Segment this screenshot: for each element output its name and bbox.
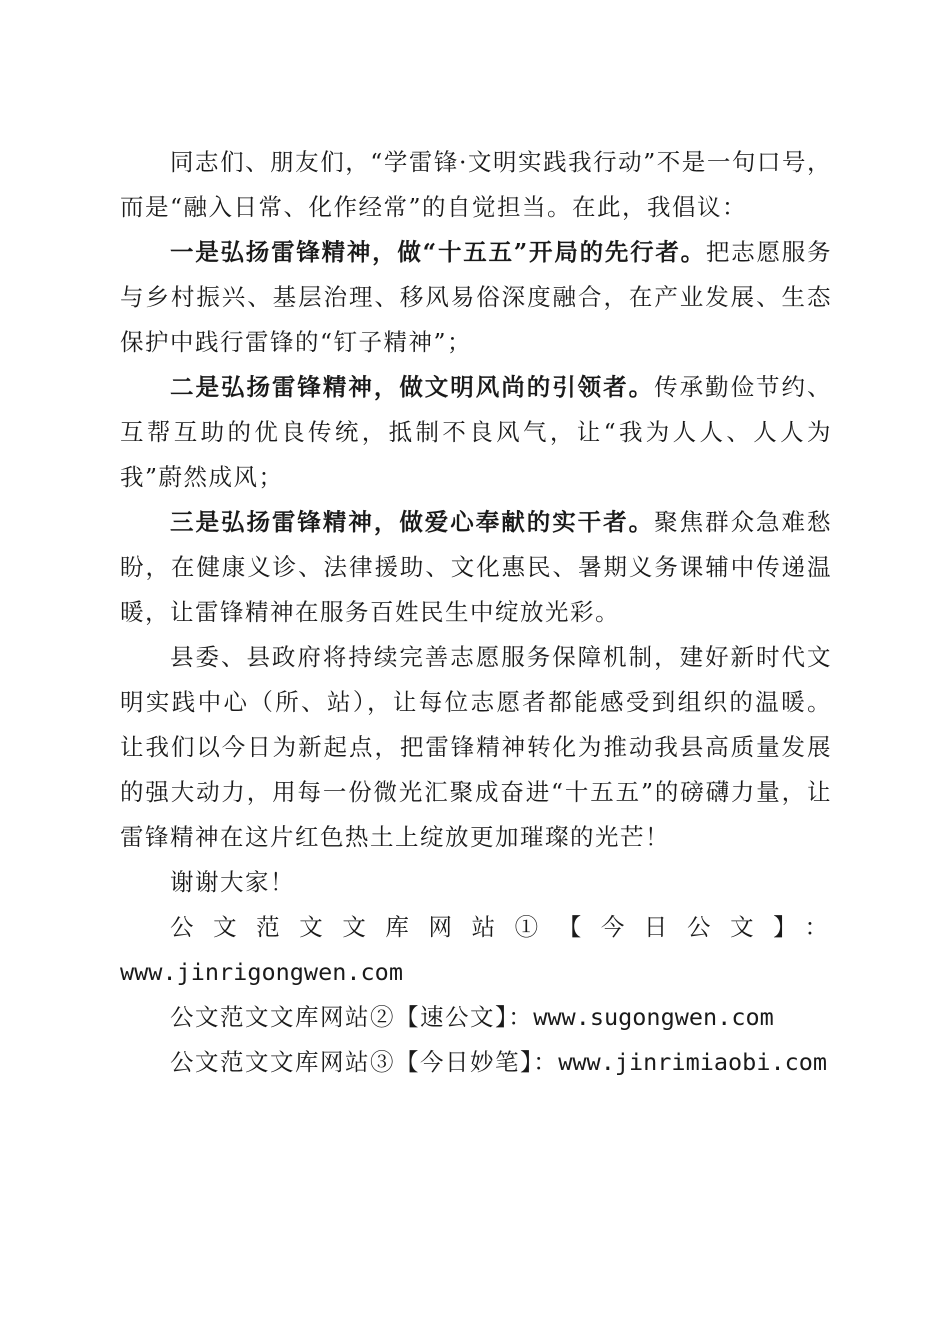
- intro-paragraph: 同志们、朋友们，“学雷锋·文明实践我行动”不是一句口号，而是“融入日常、化作经常”的自觉担当。在此，我倡议：: [120, 148, 832, 221]
- site-link-3: [120, 1040, 832, 1085]
- closing-paragraph: 县委、县政府将持续完善志愿服务保障机制，建好新时代文明实践中心（所、站），让每位志愿者都能感受到组织的温暖。让我们以今日为新起点，把雷锋精神转化为推动我县高质量发展的强大动力，用每一份微光汇聚成奋进“十五五”的磅礴力量，让雷锋精神在这片红色热土上绽放更加璀璨的光芒！: [120, 643, 832, 851]
- site-link-1-label: 公文范文文库网站①【今日公文】：: [170, 913, 832, 941]
- thanks-line: 谢谢大家！: [170, 868, 295, 896]
- proposal-item-2: [120, 365, 832, 500]
- site-link-3-label: 公文范文文库网站③【今日妙笔】：: [170, 1048, 559, 1076]
- proposal-item-1: [120, 230, 832, 365]
- proposal-item-3-lead: 三是弘扬雷锋精神，做爱心奉献的实干者。: [170, 508, 655, 536]
- proposal-item-2-lead: 二是弘扬雷锋精神，做文明风尚的引领者。: [170, 373, 655, 401]
- proposal-item-3-body: 聚焦群众急难愁盼，在健康义诊、法律援助、文化惠民、暑期义务课辅中传递温暖，让雷锋精神在服务百姓民生中绽放光彩。: [120, 508, 833, 626]
- proposal-item-1-body: 把志愿服务与乡村振兴、基层治理、移风易俗深度融合，在产业发展、生态保护中践行雷锋的“钉子精神”；: [120, 238, 832, 356]
- site-link-3-url[interactable]: www.jinrimiaobi.com: [558, 1048, 828, 1076]
- site-link-2: [120, 995, 832, 1040]
- site-link-2-label: 公文范文文库网站②【速公文】：: [170, 1003, 534, 1031]
- proposal-item-1-lead: 一是弘扬雷锋精神，做“十五五”开局的先行者。: [170, 238, 706, 266]
- site-link-2-url[interactable]: www.sugongwen.com: [533, 1003, 774, 1031]
- document-body: [120, 140, 832, 1085]
- site-link-1-url[interactable]: www.jinrigongwen.com: [120, 958, 403, 986]
- proposal-item-2-body: 传承勤俭节约、互帮互助的优良传统，抵制不良风气，让“我为人人、人人为我”蔚然成风；: [120, 373, 833, 491]
- proposal-item-3: [120, 500, 832, 635]
